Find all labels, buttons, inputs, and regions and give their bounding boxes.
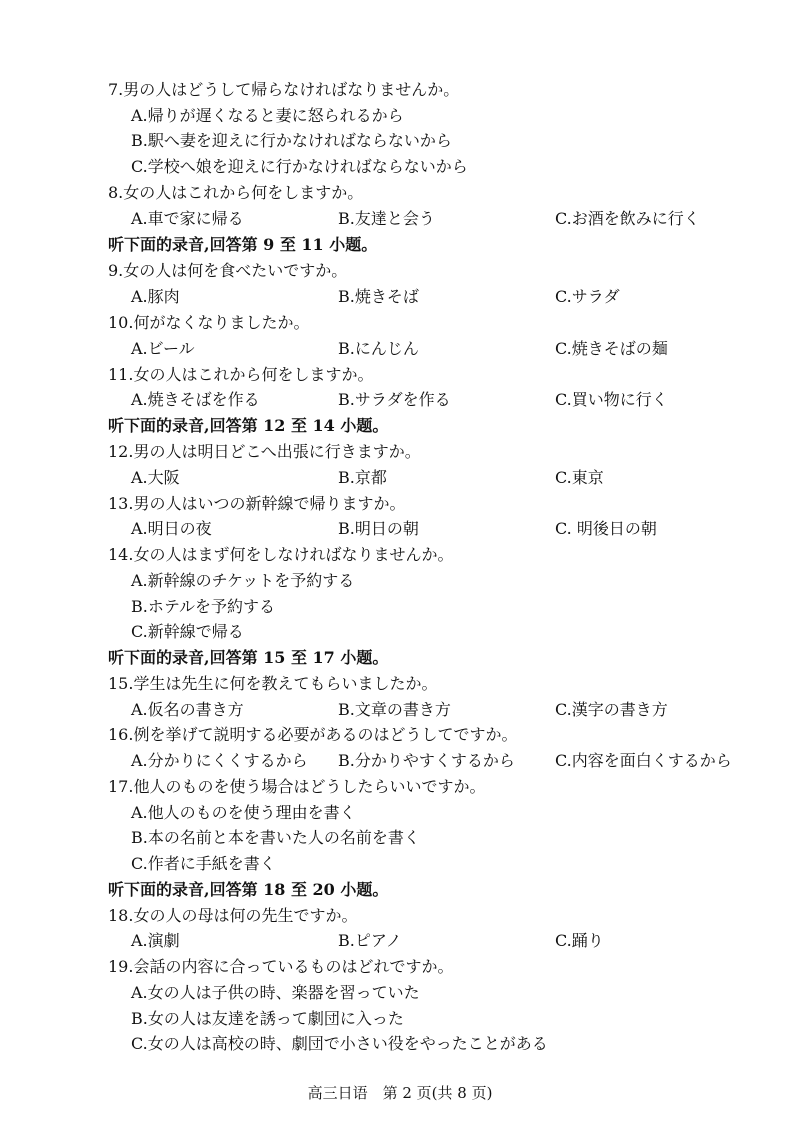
option-13c: C. 明後日の朝 (555, 519, 657, 538)
question-15: 15.学生は先生に何を教えてもらいましたか。 (108, 674, 438, 693)
option-17c: C.作者に手紙を書く (131, 854, 276, 873)
option-16a: A.分かりにくくするから (131, 751, 308, 770)
option-14c: C.新幹線で帰る (131, 622, 244, 641)
question-7: 7.男の人はどうして帰らなければなりませんか。 (108, 80, 460, 99)
question-17: 17.他人のものを使う場合はどうしたらいいですか。 (108, 777, 486, 796)
option-17b: B.本の名前と本を書いた人の名前を書く (131, 828, 420, 847)
option-10a: A.ビール (131, 339, 195, 358)
question-9: 9.女の人は何を食べたいですか。 (108, 261, 348, 280)
option-19a: A.女の人は子供の時、楽器を習っていた (131, 983, 420, 1002)
option-7a: A.帰りが遅くなると妻に怒られるから (131, 106, 404, 125)
option-14a: A.新幹線のチケットを予約する (131, 571, 355, 590)
option-12c: C.東京 (555, 468, 604, 487)
option-16c: C.内容を面白くするから (555, 751, 732, 770)
option-8c: C.お酒を飲みに行く (555, 209, 700, 228)
option-11a: A.焼きそばを作る (131, 390, 260, 409)
option-18b: B.ピアノ (338, 931, 402, 950)
option-12b: B.京都 (338, 468, 387, 487)
option-19b: B.女の人は友達を誘って劇団に入った (131, 1009, 404, 1028)
section-instruction-3: 听下面的录音,回答第 15 至 17 小题。 (108, 648, 389, 667)
option-10b: B.にんじん (338, 339, 419, 358)
option-13b: B.明日の朝 (338, 519, 419, 538)
question-13: 13.男の人はいつの新幹線で帰りますか。 (108, 494, 406, 513)
option-8a: A.車で家に帰る (131, 209, 244, 228)
option-7c: C.学校へ娘を迎えに行かなければならないから (131, 157, 468, 176)
option-12a: A.大阪 (131, 468, 180, 487)
question-8: 8.女の人はこれから何をしますか。 (108, 183, 364, 202)
question-18: 18.女の人の母は何の先生ですか。 (108, 906, 358, 925)
section-instruction-4: 听下面的录音,回答第 18 至 20 小题。 (108, 880, 389, 899)
option-9c: C.サラダ (555, 287, 620, 306)
option-19c: C.女の人は高校の時、劇団で小さい役をやったことがある (131, 1034, 548, 1053)
option-11b: B.サラダを作る (338, 390, 451, 409)
option-7b: B.駅へ妻を迎えに行かなければならないから (131, 131, 452, 150)
option-10c: C.焼きそばの麺 (555, 339, 668, 358)
option-9b: B.焼きそば (338, 287, 419, 306)
option-14b: B.ホテルを予約する (131, 597, 276, 616)
question-10: 10.何がなくなりましたか。 (108, 313, 310, 332)
question-12: 12.男の人は明日どこへ出張に行きますか。 (108, 442, 421, 461)
option-18a: A.演劇 (131, 931, 180, 950)
option-18c: C.踊り (555, 931, 604, 950)
question-16: 16.例を挙げて説明する必要があるのはどうしてですか。 (108, 725, 518, 744)
option-15c: C.漢字の書き方 (555, 700, 668, 719)
section-instruction-1: 听下面的录音,回答第 9 至 11 小题。 (108, 235, 378, 254)
option-15a: A.仮名の書き方 (131, 700, 244, 719)
section-instruction-2: 听下面的录音,回答第 12 至 14 小题。 (108, 416, 389, 435)
option-15b: B.文章の書き方 (338, 700, 451, 719)
option-11c: C.買い物に行く (555, 390, 668, 409)
page-footer: 高三日语 第 2 页(共 8 页) (307, 1084, 493, 1102)
question-14: 14.女の人はまず何をしなければなりませんか。 (108, 545, 454, 564)
option-16b: B.分かりやすくするから (338, 751, 515, 770)
option-13a: A.明日の夜 (131, 519, 212, 538)
question-19: 19.会話の内容に合っているものはどれですか。 (108, 957, 454, 976)
option-9a: A.豚肉 (131, 287, 180, 306)
question-11: 11.女の人はこれから何をしますか。 (108, 365, 374, 384)
option-8b: B.友達と会う (338, 209, 435, 228)
option-17a: A.他人のものを使う理由を書く (131, 803, 356, 822)
